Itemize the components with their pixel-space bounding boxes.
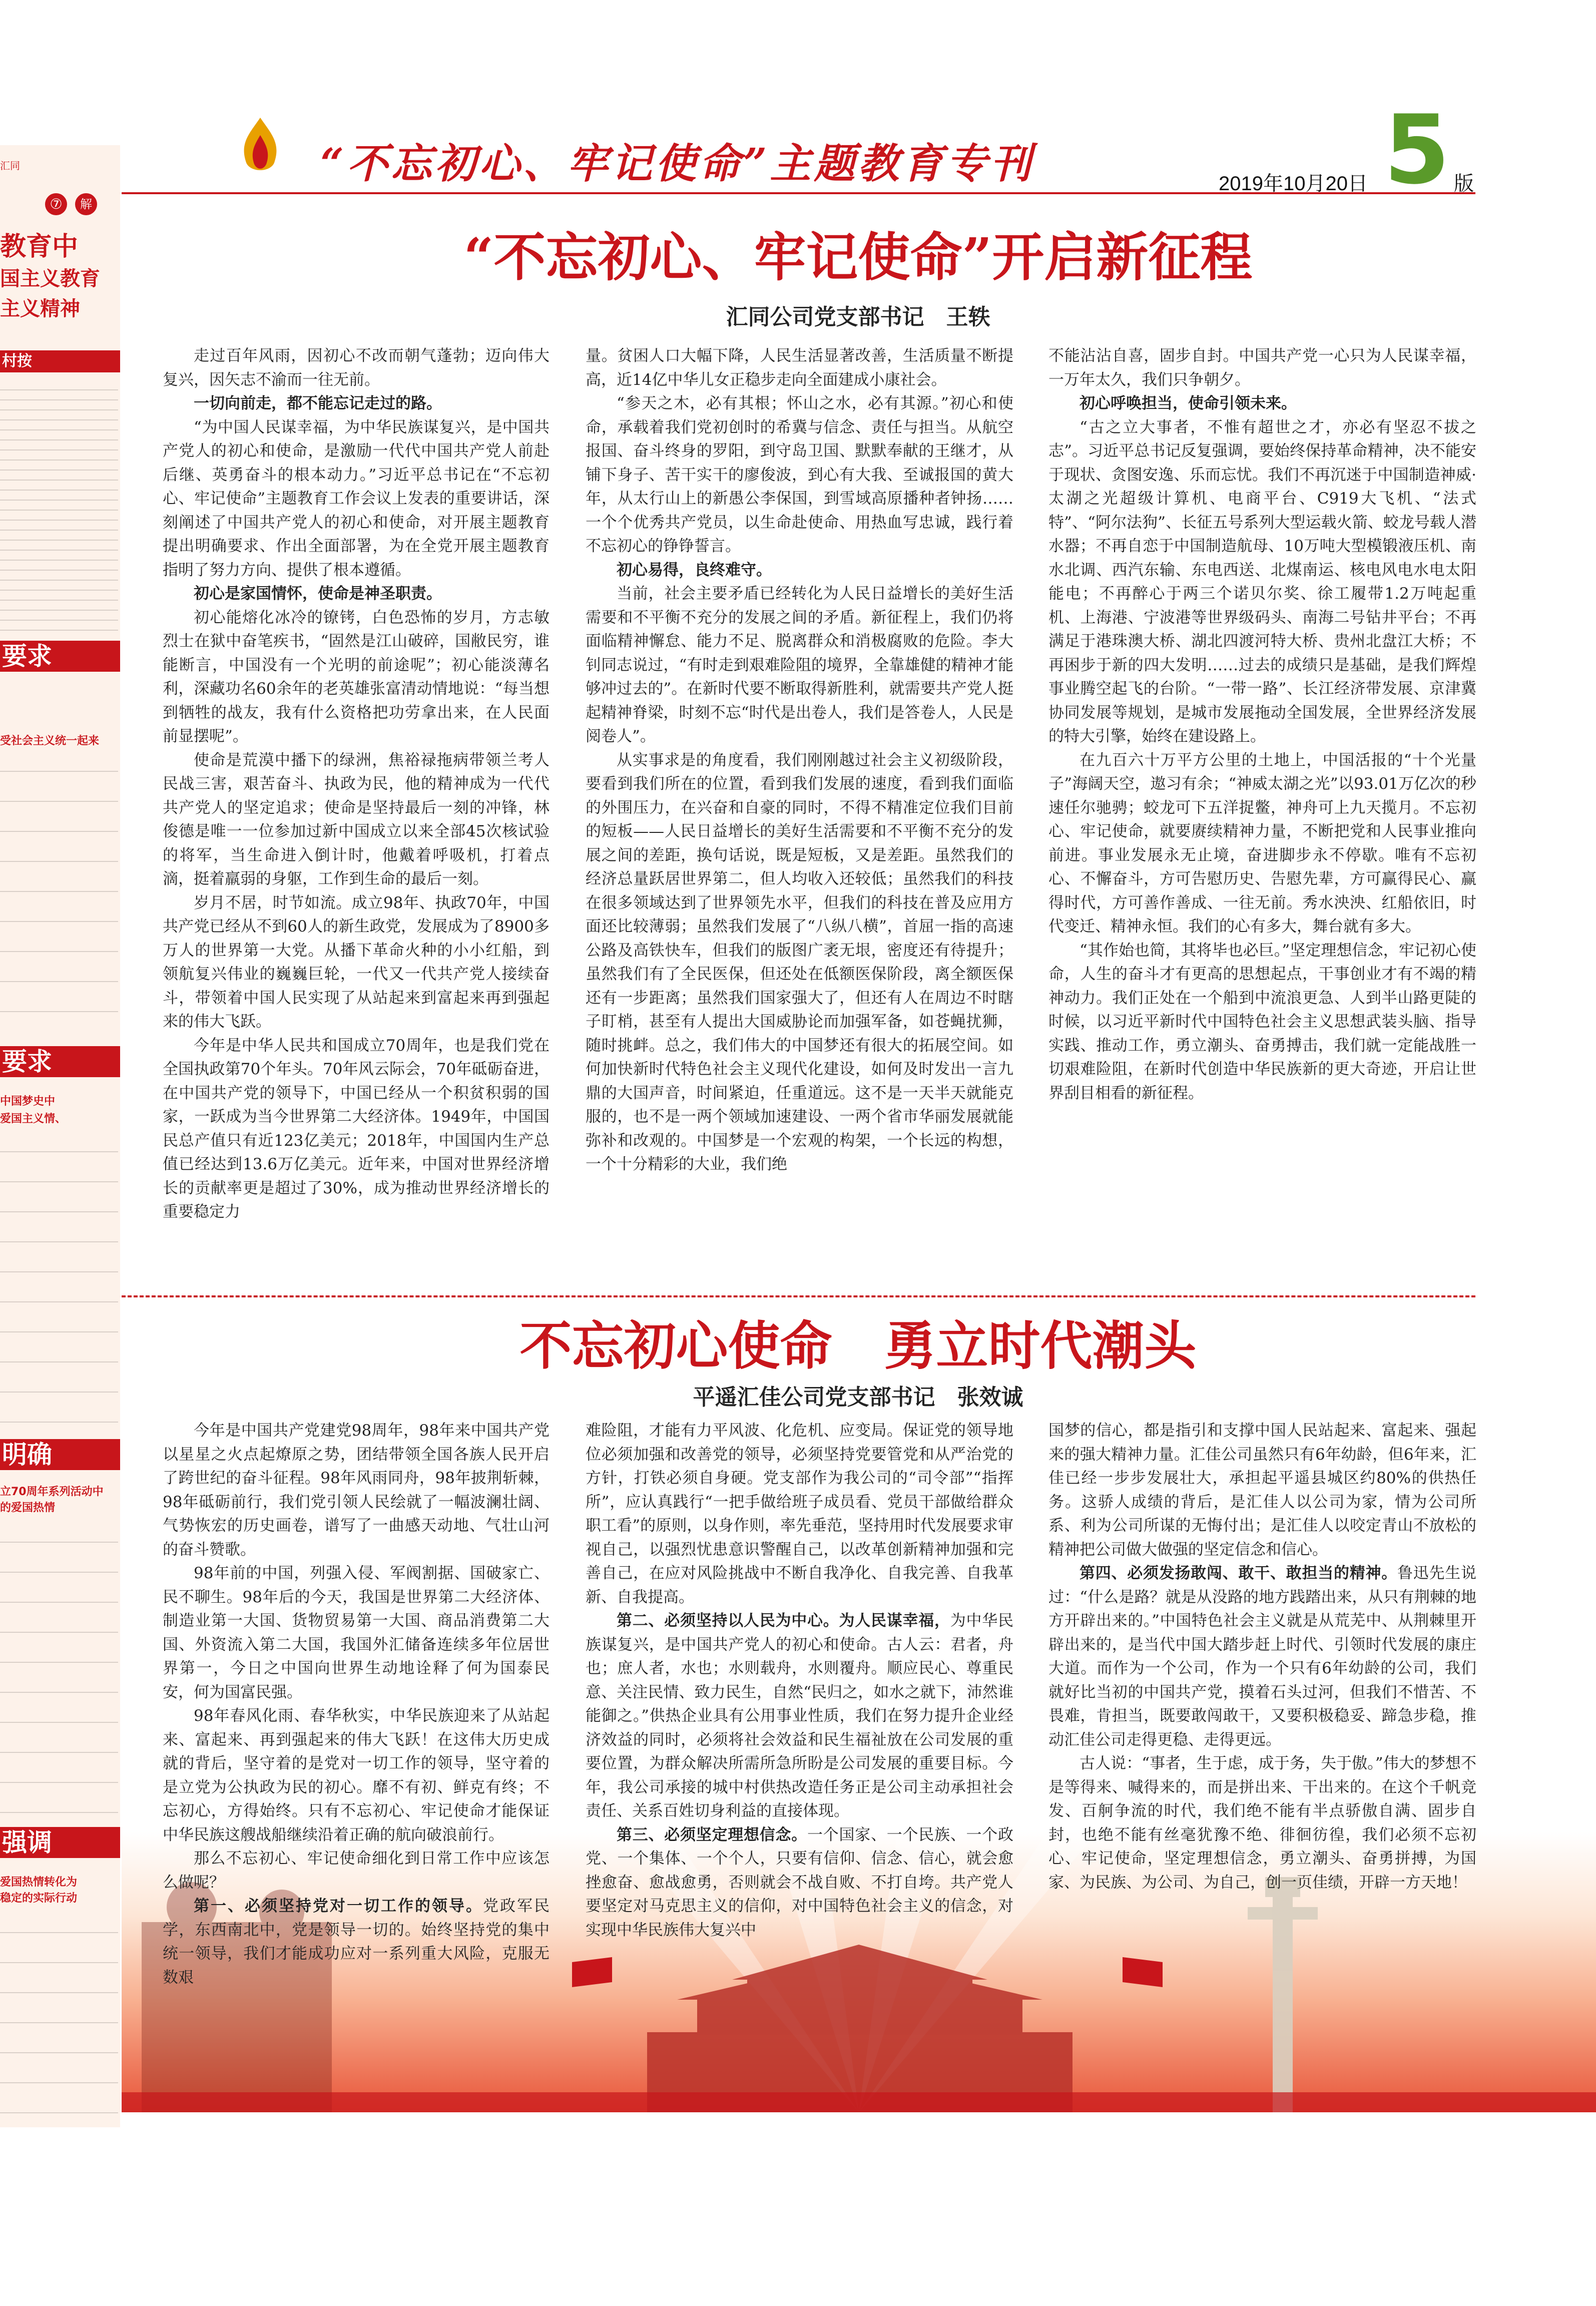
strip-circle-a: ⑦ [45,193,67,215]
article1-column-2 [586,344,1013,1290]
article2-column-3 [1048,1419,1476,1975]
strip-red-7: 稳定的实际行动 [0,1892,78,1905]
paragraph: 当前，社会主要矛盾已经转化为人民日益增长的美好生活需要和不平衡不充分的发展之间的矛盾。新征程上，我们仍将面临精神懈怠、能力不足、脱离群众和消极腐败的危险。李大钊同志说过，“有时走到艰难险阻的境界，全靠雄健的精神才能够冲过去的”。在新时代要不断取得新胜利，就需要共产党人挺起精神脊梁，时刻不忘“时代是出卷人，我们是答卷人，人民是阅卷人”。 [586,585,1013,745]
paragraph: 98年前的中国，列强入侵、军阀割据、国破家亡、民不聊生。98年后的今天，我国是世界第二大经济体、制造业第一大国、货物贸易第一大国、商品消费第二大国、外资流入第二大国，我国外汇储备连续多年位居世界第一，今日之中国向世界生动地诠释了何为国泰民安，何为国富民强。 [163,1564,550,1701]
paragraph: 使命是荒漠中播下的绿洲，焦裕禄拖病带领兰考人民战三害，艰苦奋斗、执政为民，他的精神成为一代代共产党人的坚定追求；使命是坚持最后一刻的冲锋，林俊德是唯一一位参加过新中国成立以来全部45次核试验的将军，当生命进入倒计时，他戴着呼吸机，打着点滴，挺着羸弱的身躯，工作到生命的最后一刻。 [163,751,550,888]
header-rule [122,192,1475,194]
article2-byline: 平遥汇佳公司党支部书记 张效诚 [693,1385,1023,1410]
paragraph: 第四、必须发扬敢闯、敢干、敢担当的精神。鲁迅先生说过：“什么是路？就是从没路的地方践踏出来，从只有荆棘的地方开辟出来的。”中国特色社会主义就是从荒芜中、从荆棘里开辟出来的，是当代中国大踏步赶上时代、引领时代发展的康庄大道。而作为一个公司，作为一个只有6年幼龄的公司，我们就好比当初的中国共产党，摸着石头过河，但我们不惜苦、不畏难，肯担当，既要敢闯敢干，又要积极稳妥、蹄急步稳，推动汇佳公司走得更稳、走得更远。 [1048,1564,1476,1749]
paragraph: 国梦的信心，都是指引和支撑中国人民站起来、富起来、强起来的强大精神力量。汇佳公司虽然只有6年幼龄，但6年来，汇佳已经一步步发展壮大，承担起平遥县城区约80%的供热任务。这骄人成绩的背后，是汇佳人以公司为家，情为公司所系、利为公司所谋的无悔付出；是汇佳人以咬定青山不放松的精神把公司做大做强的坚定信念和信心。 [1048,1422,1476,1559]
strip-big-2: 国主义教育 [0,267,100,290]
strip-circle-b: 解 [75,193,97,215]
strip-red-1: 受社会主义统一起来 [0,735,100,747]
paragraph: 98年春风化雨、春华秋实，中华民族迎来了从站起来、富起来、再到强起来的伟大飞跃！在这伟大历史成就的背后，坚守着的是党对一切工作的领导，坚守着的是立党为公执政为民的初心。靡不有初、鲜克有终；不忘初心，方得始终。只有不忘初心、牢记使命才能保证中华民族这艘战船继续沿着正确的航向破浪前行。 [163,1707,550,1844]
strip-red-2: 中国梦史中 [0,1095,56,1108]
strip-cap-2: 要求 [0,641,120,672]
paragraph: 初心呼唤担当，使命引领未来。 [1080,394,1297,412]
paragraph: 今年是中华人民共和国成立70周年，也是我们党在全国执政第70个年头。70年风云际会，70年砥砺奋进，在中国共产党的领导下，中国已经从一个积贫积弱的国家，一跃成为当今世界第二大经济体。1949年，中国国民总产值只有近123亿美元；2018年，中国国内生产总值已经达到13.6万亿美元。近年来，中国对世界经济增长的贡献率更是超过了30%，成为推动世界经济增长的重要稳定力 [163,1036,550,1221]
strip-cap-3: 要求 [0,1046,120,1077]
paragraph: 在九百六十万平方公里的土地上，中国活报的“十个光量子”海阔天空，遨习有余；“神威太湖之光”以93.01万亿次的秒速任尔驰骋；蛟龙可下五洋捉鳖，神舟可上九天揽月。不忘初心、牢记使命，就要赓续精神力量，不断把党和人民事业推向前进。事业发展永无止境，奋进脚步永不停歇。唯有不忘初心、不懈奋斗，方可告慰历史、告慰先辈，方可赢得民心、赢得时代，方可善作善成、一往无前。秀水泱泱、红船依旧，时代变迁、精神永恒。我们的心有多大，舞台就有多大。 [1048,751,1476,936]
paragraph: “为中国人民谋幸福，为中华民族谋复兴，是中国共产党人的初心和使命，是激励一代代中国共产党人前赴后继、英勇奋斗的根本动力。”习近平总书记在“不忘初心、牢记使命”主题教育工作会议上发表的重要讲话，深刻阐述了中国共产党人的初心和使命，对开展主题教育提出明确要求、作出全面部署，为在全党开展主题教育指明了努力方向、提供了根本遵循。 [163,418,550,579]
page-unit: 版 [1454,172,1474,195]
paragraph: 第一、必须坚持党对一切工作的领导。党政军民学，东西南北中，党是领导一切的。始终坚持党的集中统一领导，我们才能成功应对一系列重大风险，克服无数艰 [163,1897,550,1987]
article2-title: 不忘初心使命 勇立时代潮头 [519,1315,1197,1376]
paragraph: 走过百年风雨，因初心不改而朝气蓬勃；迈向伟大复兴，因矢志不渝而一往无前。 [163,347,550,389]
paragraph: 初心易得，良终难守。 [617,561,772,579]
paragraph: 第三、必须坚定理想信念。一个国家、一个民族、一个政党、一个集体、一个个人，只要有信仰、信念、信心，就会愈挫愈奋、愈战愈勇，否则就会不战自败、不打自垮。共产党人要坚定对马克思主义的信仰，对中国特色社会主义的信念，对实现中华民族伟大复兴中 [586,1825,1013,1939]
strip-red-3: 爱国主义情、 [0,1113,67,1125]
issue-date: 2019年10月20日 [1219,173,1368,195]
paragraph: 初心能熔化冰冷的镣铐，白色恐怖的岁月，方志敏烈士在狱中奋笔疾书，“固然是江山破碎，国敝民穷，谁能断言，中国没有一个光明的前途呢”；初心能淡薄名利，深藏功名60余年的老英雄张富清动情地说：“每当想到牺牲的战友，我有什么资格把功劳拿出来，在人民面前显摆呢”。 [163,608,550,745]
paragraph: “其作始也简，其将毕也必巨。”坚定理想信念，牢记初心使命，人生的奋斗才有更高的思想起点，干事创业才有不竭的精神动力。我们正处在一个船到中流浪更急、人到半山路更陡的时候，以习近平新时代中国特色社会主义思想武装头脑、指导实践、推动工作，勇立潮头、奋勇搏击，我们就一定能战胜一切艰难险阻，在新时代创造中华民族新的更大奇迹，开启让世界刮目相看的新征程。 [1048,941,1476,1102]
strip-red-4: 立70周年系列活动中 [0,1486,104,1498]
strip-red-6: 爱国热情转化为 [0,1876,78,1889]
strip-cap-5: 强调 [0,1827,120,1858]
strip-cap-4: 明确 [0,1439,120,1470]
paragraph: 古人说：“事者，生于虑，成于务，失于傲。”伟大的梦想不是等得来、喊得来的，而是拼出来、干出来的。在这个千帆竞发、百舸争流的时代，我们绝不能有半点骄傲自满、固步自封，也绝不能有丝毫犹豫不绝、徘徊彷徨，我们必须不忘初心、牢记使命，坚定理想信念，勇立潮头、奋勇拼搏，为国家、为民族、为公司、为自己，创一页佳绩，开辟一方天地！ [1048,1754,1476,1892]
left-clipped-column [0,145,120,2127]
page-number: 5 [1384,95,1450,205]
paragraph: 初心是家国情怀，使命是神圣职责。 [194,585,442,603]
paragraph: 量。贫困人口大幅下降，人民生活显著改善，生活质量不断提高，近14亿中华儿女正稳步走向全面建成小康社会。 [586,347,1013,389]
paragraph: 不能沾沾自喜，固步自封。中国共产党一心只为人民谋幸福，一万年太久，我们只争朝夕。 [1048,347,1476,389]
strip-big-1: 教育中 [0,231,79,262]
article1-column-3 [1048,344,1476,1290]
masthead-logo [235,115,285,178]
paragraph: 第二、必须坚持以人民为中心。为人民谋幸福，为中华民族谋复兴，是中国共产党人的初心和使命。古人云：君者，舟也；庶人者，水也；水则载舟，水则覆舟。顺应民心、尊重民意、关注民情、致力民生，自然“民归之，如水之就下，沛然谁能御之。”供热企业具有公用事业性质，我们在努力提升企业经济效益的同时，必须将社会效益和民生福祉放在公司发展的重要位置，为群众解决所需所急所盼是公司发展的重要目标。今年，我公司承接的城中村供热改造任务正是公司主动承担社会责任、关系百姓切身利益的直接体现。 [586,1612,1013,1820]
strip-big-3: 主义精神 [0,297,80,320]
strip-cap-1: 村按 [0,350,120,372]
strip-top-label: 汇同 [0,160,20,172]
article2-column-2 [586,1419,1013,2095]
strip-text-1 [0,380,118,631]
paragraph: “古之立大事者，不惟有超世之才，亦必有坚忍不拔之志”。习近平总书记反复强调，要始终保持革命精神，决不能安于现状、贪图安逸、乐而忘忧。我们不再沉迷于中国制造神威·太湖之光超级计算机、电商平台、C919大飞机、“法式特”、“阿尔法狗”、长征五号系列大型运载火箭、蛟龙号载人潜水器；不再自恋于中国制造航母、10万吨大型模锻液压机、南水北调、西汽东输、东电西送、北煤南运、核电风电水电太阳能电；不再醉心于两三个诺贝尔奖、徐工履带1.2万吨起重机、上海港、宁波港等世界级码头、南海二号钻井平台；不再满足于港珠澳大桥、湖北四渡河特大桥、贵州北盘江大桥；不再困步于新的四大发明……过去的成绩只是基础，是我们辉煌事业腾空起飞的台阶。“一带一路”、长江经济带发展、京津冀协同发展等规划，是城市发展拖动全国发展，全世界经济发展的特大引擎，始终在建设路上。 [1048,418,1476,745]
article1-column-1 [163,344,550,1290]
article2-column-1 [163,1419,550,1987]
strip-text-4 [0,1527,118,1817]
article1-byline: 汇同公司党支部书记 王轶 [726,304,990,330]
strip-text-2 [0,756,118,1036]
strip-text-3 [0,1136,118,1427]
paragraph: 从实事求是的角度看，我们刚刚越过社会主义初级阶段，要看到我们所在的位置，看到我们发展的速度，看到我们面临的外围压力，在兴奋和自豪的同时，不得不精准定位我们目前的短板——人民日益增长的美好生活需要和不平衡不充分的发展之间的差距，换句话说，既是短板，又是差距。虽然我们的经济总量跃居世界第二，但人均收入还较低；虽然我们的科技在很多领域达到了世界领先水平，但我们的科技在普及应用方面还比较薄弱；虽然我们发展了“八纵八横”，首屈一指的高速公路及高铁快车，但我们的版图广袤无垠，密度还有待提升；虽然我们有了全民医保，但还处在低额医保阶段，离全额医保还有一步距离；虽然我们国家强大了，但还有人在周边不时瞎子盯梢，甚至有人提出大国威胁论而加强军备，如苍蝇扰狮，随时挑衅。总之，我们伟大的中国梦还有很大的拓展空间。如何加快新时代特色社会主义现代化建设，如何及时发出一言九鼎的大国声音，时间紧迫，任重道远。这不是一天半天就能克服的，也不是一两个领域加速建设、一两个省市华丽发展就能弥补和改观的。中国梦是一个宏观的构架，一个长远的构想，一个十分精彩的大业，我们绝 [586,751,1013,1173]
masthead-title: “不忘初心、牢记使命”主题教育专刊 [320,140,1034,188]
paragraph: 一切向前走，都不能忘记走过的路。 [194,394,442,412]
paragraph: 今年是中国共产党建党98周年，98年来中国共产党以星星之火点起燎原之势，团结带领全国各族人民开启了跨世纪的奋斗征程。98年风雨同舟，98年披荆斩棘，98年砥砺前行，我们党引领人民绘就了一幅波澜壮阔、气势恢宏的历史画卷，谱写了一曲感天动地、气壮山河的奋斗赞歌。 [163,1422,550,1559]
paragraph: “参天之木，必有其根；怀山之水，必有其源。”初心和使命，承载着我们党初创时的希冀与信念、责任与担当。从航空报国、奋斗终身的罗阳，到守岛卫国、默默奉献的王继才，从铺下身子、苦干实干的廖俊波，到心有大我、至诚报国的黄大年，从太行山上的新愚公李保国，到雪域高原播种者钟扬……一个个优秀共产党员，以生命赴使命、用热血写忠诚，践行着不忘初心的铮铮誓言。 [586,394,1013,555]
section-divider [122,1295,1475,1297]
strip-red-5: 的爱国热情 [0,1502,56,1514]
article1-title: “不忘初心、牢记使命”开启新征程 [463,226,1253,288]
strip-text-5 [0,1917,118,2127]
paragraph: 难险阻，才能有力平风波、化危机、应变局。保证党的领导地位必须加强和改善党的领导，必须坚持党要管党和从严治党的方针，打铁必须自身硬。党支部作为我公司的“司令部”“指挥所”，应认真践行“一把手做给班子成员看、党员干部做给群众职工看”的原则，以身作则，率先垂范，坚持用时代发展要求审视自己，以强烈忧患意识警醒自己，以改革创新精神加强和完善自己，在应对风险挑战中不断自我净化、自我完善、自我革新、自我提高。 [586,1422,1013,1606]
paragraph: 岁月不居，时节如流。成立98年、执政70年，中国共产党已经从不到60人的新生政党，发展成为了8900多万人的世界第一大党。从播下革命火种的小小红船，到领航复兴伟业的巍巍巨轮，一代又一代共产党人接续奋斗，带领着中国人民实现了从站起来到富起来再到强起来的伟大飞跃。 [163,893,550,1031]
paragraph: 那么不忘初心、牢记使命细化到日常工作中应该怎么做呢？ [163,1850,550,1892]
